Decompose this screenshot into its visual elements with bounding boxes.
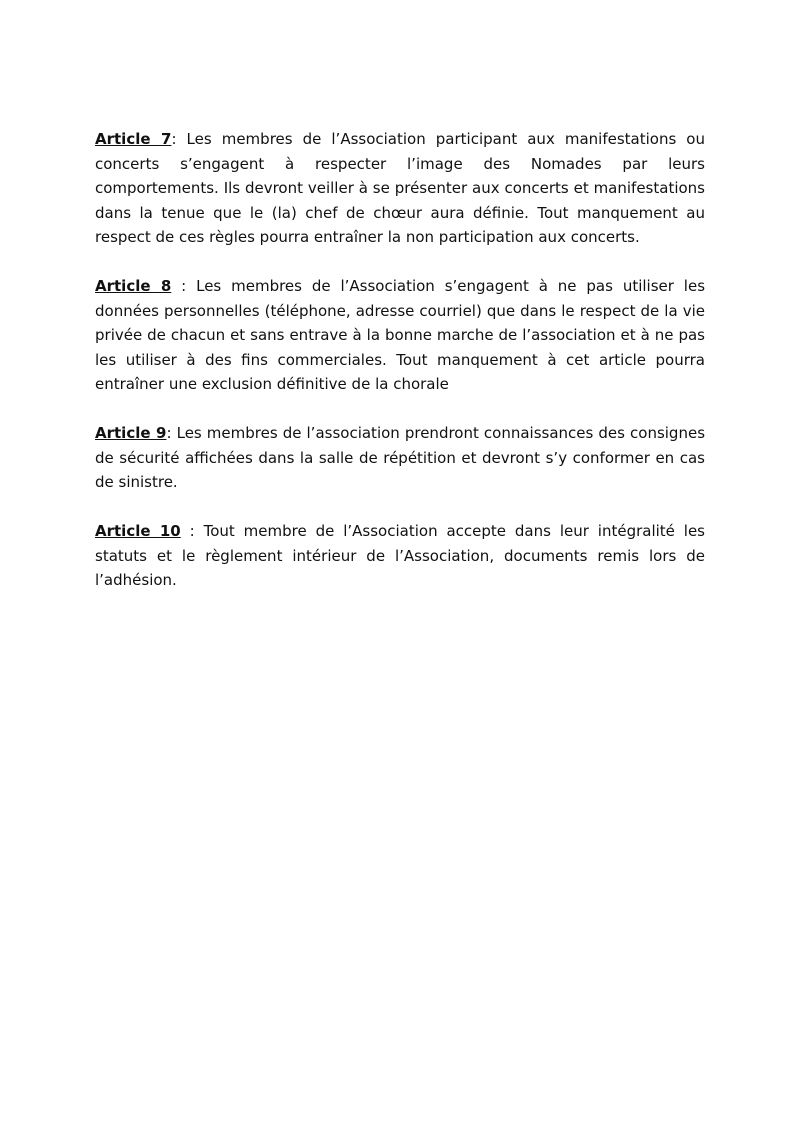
article-text: Les membres de l’association prendront connaissances des consignes de sécurité affichées dans la salle de répétition et devront s’y conformer en cas de sinistre.	[95, 424, 706, 491]
article-title: Article 9	[95, 424, 167, 442]
article-title: Article 8	[95, 277, 172, 295]
article-text: Les membres de l’Association participant aux manifestations ou concerts s’engagent à respecter l’image des Nomades par leurs comportements. Ils devront veiller à se présenter aux concerts et manifestations dans la tenue que le (la) chef de chœur aura définie. Tout manquement au respect de ces règles pourra entraîner la non participation aux concerts.	[95, 130, 705, 246]
article-8	[95, 274, 705, 397]
article-10	[95, 519, 705, 593]
article-7	[95, 127, 705, 250]
article-separator: :	[171, 130, 187, 148]
article-separator: :	[166, 424, 177, 442]
article-text: Tout membre de l’Association accepte dans leur intégralité les statuts et le règlement intérieur de l’Association, documents remis lors de l’adhésion.	[95, 522, 705, 589]
article-text: Les membres de l’Association s’engagent à ne pas utiliser les données personnelles (téléphone, adresse courriel) que dans le respect de la vie privée de chacun et sans entrave à la bonne marche de l’association et à ne pas les utiliser à des fins commerciales. Tout manquement à cet article pourra entraîner une exclusion définitive de la chorale	[95, 277, 706, 393]
article-separator: :	[180, 522, 204, 540]
article-title: Article 7	[95, 130, 172, 148]
article-title: Article 10	[95, 522, 181, 540]
article-separator: :	[171, 277, 197, 295]
document-page	[95, 127, 705, 617]
article-9	[95, 421, 705, 495]
